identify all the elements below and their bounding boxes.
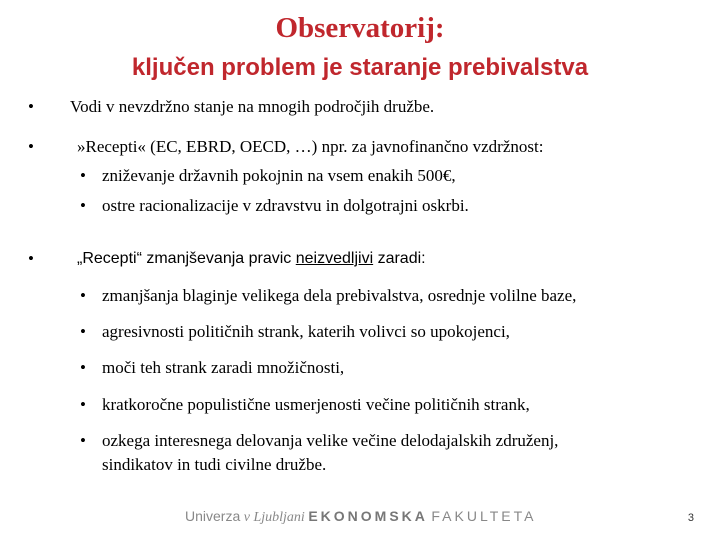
slide-title-line1: Observatorij: xyxy=(275,12,445,44)
sub-bullet-text: agresivnosti političnih strank, katerih volivci so upokojenci, xyxy=(102,322,510,341)
bullet-text-3-after: zaradi: xyxy=(373,250,426,267)
page-number: 3 xyxy=(687,512,694,524)
sub-bullet-icon: • xyxy=(80,431,86,450)
bullet-text-1: Vodi v nevzdržno stanje na mnogih področjih družbe. xyxy=(70,97,435,116)
sub-bullet-text: zniževanje državnih pokojnin na vsem enakih 500€, xyxy=(102,166,456,185)
faculty-logo xyxy=(185,508,536,526)
bullet-icon: • xyxy=(28,97,34,116)
sub-bullet-icon: • xyxy=(80,358,86,377)
bullet-text-3 xyxy=(77,249,426,269)
sub-bullet-icon: • xyxy=(80,196,86,215)
sub-bullet-icon: • xyxy=(80,395,86,414)
bullet-icon: • xyxy=(28,249,34,268)
footer-location: v Ljubljani xyxy=(243,510,305,525)
sub-bullet-icon: • xyxy=(80,286,86,305)
footer-university: Univerza xyxy=(185,508,241,524)
sub-bullet-icon: • xyxy=(80,166,86,185)
footer-faculty-light: FAKULTETA xyxy=(431,508,537,524)
sub-bullet-icon: • xyxy=(80,322,86,341)
sub-bullet-text: ozkega interesnega delovanja velike večine delodajalskih združenj, xyxy=(102,431,559,450)
sub-bullet-text: kratkoročne populistične usmerjenosti večine političnih strank, xyxy=(102,395,530,414)
sub-bullet-text: ostre racionalizacije v zdravstvu in dolgotrajni oskrbi. xyxy=(102,196,469,215)
slide-title-line2: ključen problem je staranje prebivalstva xyxy=(131,54,589,81)
sub-bullet-text: zmanjšanja blaginje velikega dela prebivalstva, osrednje volilne baze, xyxy=(102,286,577,305)
footer-faculty-bold: EKONOMSKA xyxy=(308,508,428,524)
bullet-text-3-before: „Recepti“ zmanjševanja pravic xyxy=(77,250,296,267)
sub-bullet-text-continuation: sindikatov in tudi civilne družbe. xyxy=(102,455,327,474)
bullet-text-2: »Recepti« (EC, EBRD, OECD, …) npr. za javnofinančno vzdržnost: xyxy=(77,137,544,156)
bullet-icon: • xyxy=(28,137,34,156)
sub-bullet-text: moči teh strank zaradi množičnosti, xyxy=(102,358,345,377)
bullet-text-3-underlined: neizvedljivi xyxy=(295,250,374,267)
